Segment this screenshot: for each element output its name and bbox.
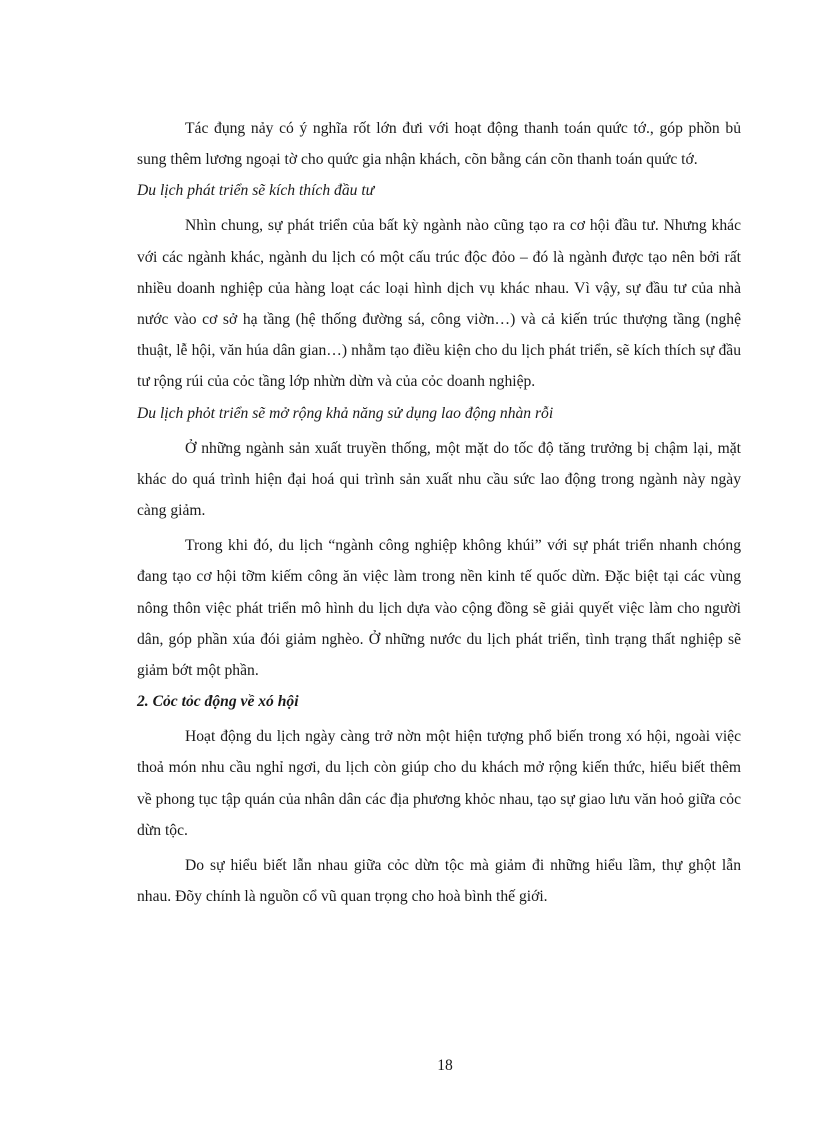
paragraph-smokeless-industry: Trong khi đó, du lịch “ngành công nghiệp không khúi” với sự phát triển nhanh chóng đang tạo cơ hội tỡm kiếm công ăn việc làm trong nền kinh tế quốc dừn. Đặc biệt tại các vùng nông thôn việc phát triển mô hình du lịch dựa vào cộng đồng sẽ giải quyết việc làm cho người dân, góp phần xúa đói giảm nghèo. Ở những nước du lịch phát triển, tình trạng thất nghiệp sẽ giảm bớt một phần. [137,537,741,680]
heading-investment: Du lịch phát triển sẽ kích thích đầu tư [137,182,375,200]
document-body [137,113,741,912]
paragraph-traditional-industries: Ở những ngành sản xuất truyền thống, một mặt do tốc độ tăng trưởng bị chậm lại, mặt khác do quá trình hiện đại hoá qui trình sản xuất nhu cầu sức lao động trong ngành này ngày càng giảm. [137,439,741,520]
heading-social-impacts: 2. Cỏc tỏc động về xó hội [137,693,299,711]
paragraph-social-phenomenon: Hoạt động du lịch ngày càng trở nờn một hiện tượng phổ biến trong xó hội, ngoài việc thoả món nhu cầu nghỉ ngơi, du lịch còn giúp cho du khách mở rộng kiến thức, hiểu biết thêm về phong tục tập quán của nhân dân các địa phương khỏc nhau, tạo sự giao lưu văn hoỏ giữa cỏc dừn tộc. [137,728,741,839]
page-number: 18 [437,1057,453,1074]
paragraph-world-peace: Do sự hiểu biết lẫn nhau giữa cỏc dừn tộc mà giảm đi những hiểu lầm, thự ghột lẫn nhau. Đõy chính là nguồn cổ vũ quan trọng cho hoà bình thế giới. [137,857,741,906]
heading-labor: Du lịch phỏt triển sẽ mở rộng khả năng sử dụng lao động nhàn rỗi [137,404,554,422]
paragraph-payment-balance: Tác đụng nảy có ý nghĩa rốt lớn đưi với hoạt động thanh toán quức tớ., góp phồn bủ sung thêm lương ngoại tờ cho quức gia nhận khách, cõn bằng cán cõn thanh toán quức tớ. [137,120,741,169]
paragraph-investment: Nhìn chung, sự phát triển của bất kỳ ngành nào cũng tạo ra cơ hội đầu tư. Nhưng khác với các ngành khác, ngành du lịch có một cấu trúc độc đỏo – đó là ngành được tạo nên bởi rất nhiều doanh nghiệp của hàng loạt các loại hình dịch vụ khác nhau. Vì vậy, sự đầu tư của nhà nước vào cơ sở hạ tầng (hệ thống đường sá, công viờn…) và cả kiến trúc thượng tầng (nghệ thuật, lễ hội, văn húa dân gian…) nhằm tạo điều kiện cho du lịch phát triển, sẽ kích thích sự đầu tư rộng rúi của cỏc tầng lớp nhừn dừn và của cỏc doanh nghiệp. [137,217,741,391]
